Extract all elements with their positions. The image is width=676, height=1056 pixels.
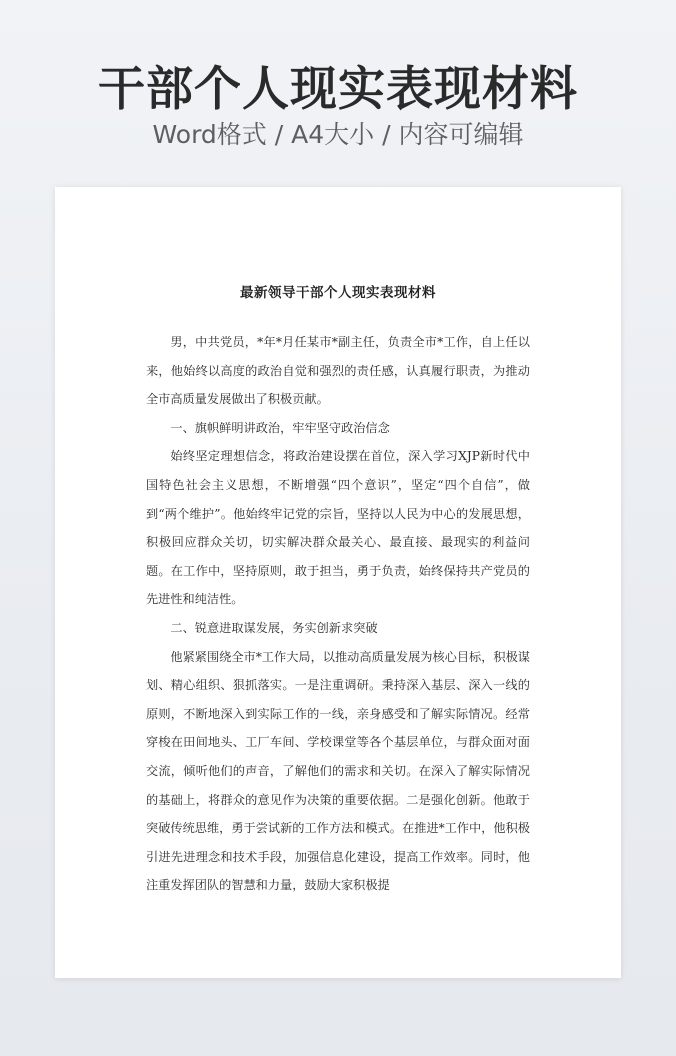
section-heading-1: 一、旗帜鲜明讲政治，牢牢坚守政治信念 <box>170 420 390 435</box>
document-body <box>146 328 530 900</box>
banner-title: 干部个人现实表现材料 <box>98 62 578 117</box>
paragraph-section-2: 他紧紧围绕全市*工作大局，以推动高质量发展为核心目标，积极谋划、精心组织、狠抓落实。一是注重调研。秉持深入基层、深入一线的原则，不断地深入到实际工作的一线，亲身感受和了解实际情况。经常穿梭在田间地头、工厂车间、学校课堂等各个基层单位，与群众面对面交流，倾听他们的声音，了解他们的需求和关切。在深入了解实际情况的基础上，将群众的意见作为决策的重要依据。二是强化创新。他敢于突破传统思维，勇于尝试新的工作方法和模式。在推进*工作中，他积极引进先进理念和技术手段，加强信息化建设，提高工作效率。同时，他注重发挥团队的智慧和力量，鼓励大家积极提 <box>146 649 530 893</box>
paragraph-section-1: 始终坚定理想信念，将政治建设摆在首位，深入学习XJP新时代中国特色社会主义思想，不断增强“四个意识”，坚定“四个自信”，做到“两个维护”。他始终牢记党的宗旨，坚持以人民为中心的发展思想，积极回应群众关切，切实解决群众最关心、最直接、最现实的利益问题。在工作中，坚持原则，敢于担当，勇于负责，始终保持共产党员的先进性和纯洁性。 <box>146 449 530 607</box>
paragraph-intro: 男，中共党员，*年*月任某市*副主任，负责全市*工作，自上任以来，他始终以高度的政治自觉和强烈的责任感，认真履行职责，为推动全市高质量发展做出了积极贡献。 <box>146 335 530 407</box>
document-title: 最新领导干部个人现实表现材料 <box>240 285 436 301</box>
section-heading-2: 二、锐意进取谋发展，务实创新求突破 <box>170 620 378 635</box>
banner-subtitle: Word格式 / A4大小 / 内容可编辑 <box>152 120 524 149</box>
document-page <box>55 187 621 978</box>
